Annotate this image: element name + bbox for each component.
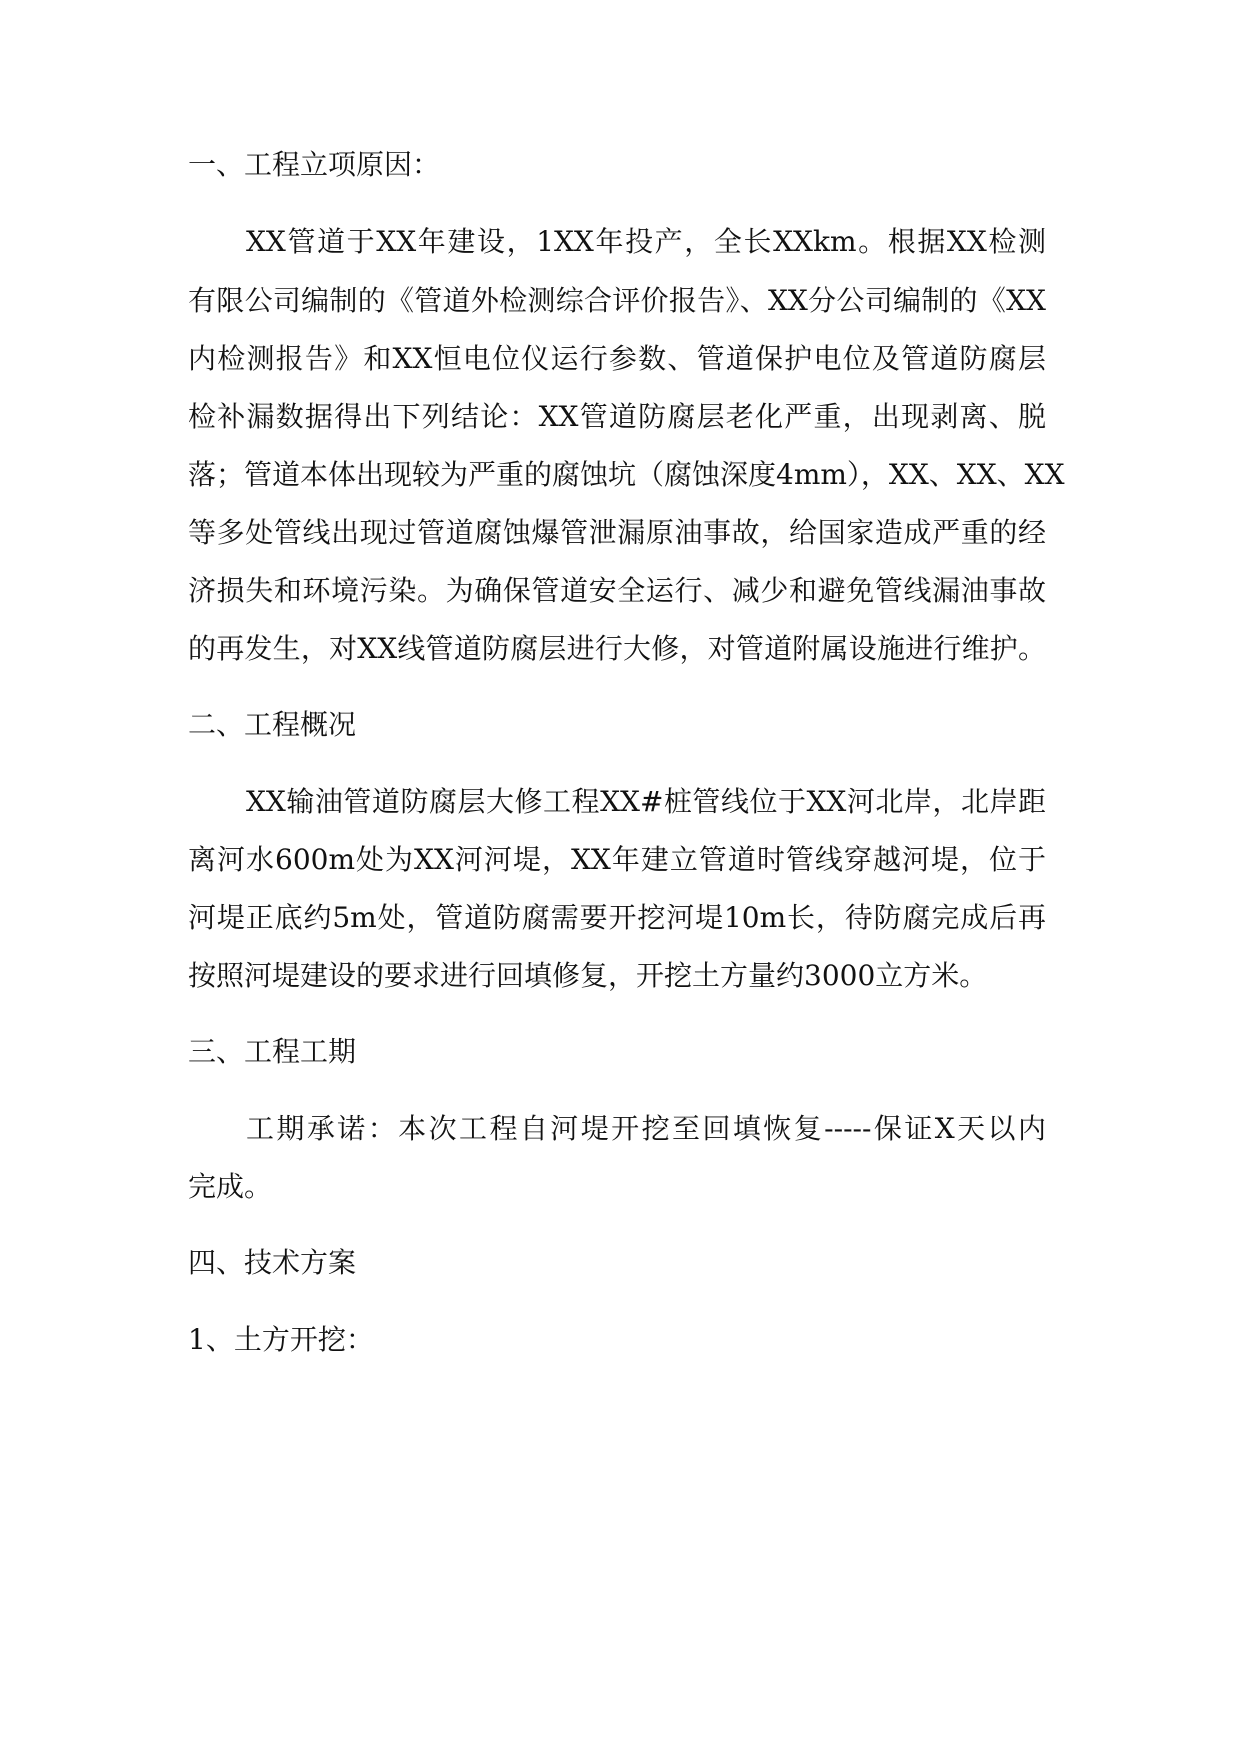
paragraph-line: 内检测报告》和XX恒电位仪运行参数、管道保护电位及管道防腐层	[188, 342, 1046, 375]
paragraph-line: 落；管道本体出现较为严重的腐蚀坑（腐蚀深度4mm），XX、XX、XX	[188, 458, 1065, 491]
paragraph-line: XX输油管道防腐层大修工程XX#桩管线位于XX河北岸，北岸距	[246, 785, 1046, 818]
paragraph-line: 离河水600m处为XX河河堤，XX年建立管道时管线穿越河堤，位于	[188, 843, 1046, 876]
paragraph-line: 按照河堤建设的要求进行回填修复，开挖土方量约3000立方米。	[188, 959, 988, 992]
paragraph-line: 工期承诺：本次工程自河堤开挖至回填恢复-----保证X天以内	[246, 1112, 1046, 1145]
paragraph-line: 河堤正底约5m处，管道防腐需要开挖河堤10m长，待防腐完成后再	[188, 901, 1046, 934]
section-heading-4: 四、技术方案	[188, 1246, 357, 1279]
section-heading-2: 二、工程概况	[188, 708, 357, 741]
paragraph-line: 检补漏数据得出下列结论：XX管道防腐层老化严重，出现剥离、脱	[188, 400, 1046, 433]
subsection-heading-1: 1、土方开挖：	[188, 1323, 374, 1356]
paragraph-line: 完成。	[188, 1170, 273, 1203]
section-heading-3: 三、工程工期	[188, 1035, 357, 1068]
paragraph-line: 济损失和环境污染。为确保管道安全运行、减少和避免管线漏油事故	[188, 574, 1046, 607]
paragraph-line: XX管道于XX年建设，1XX年投产，全长XXkm。根据XX检测	[246, 225, 1046, 258]
paragraph-line: 等多处管线出现过管道腐蚀爆管泄漏原油事故，给国家造成严重的经	[188, 516, 1046, 549]
paragraph-line: 有限公司编制的《管道外检测综合评价报告》、XX分公司编制的《XX	[188, 284, 1046, 317]
paragraph-line: 的再发生，对XX线管道防腐层进行大修，对管道附属设施进行维护。	[188, 632, 1046, 665]
section-heading-1: 一、工程立项原因：	[188, 148, 441, 181]
